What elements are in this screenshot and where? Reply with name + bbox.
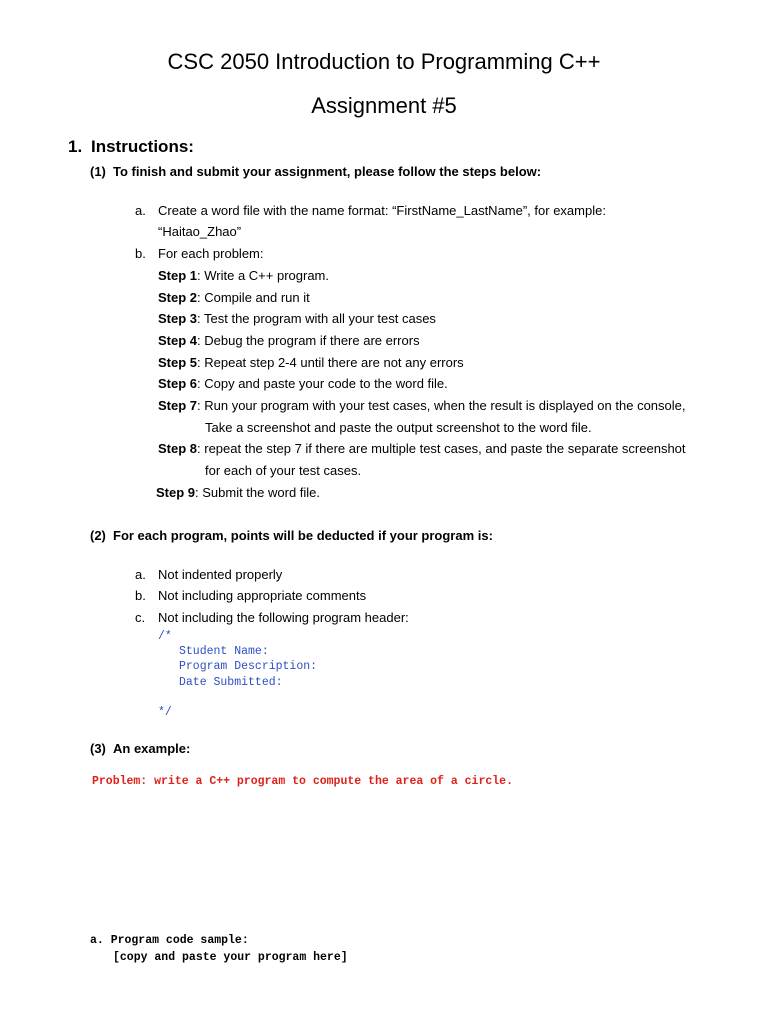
step-label: Step 7 [158, 398, 198, 413]
header-date-submitted: Date Submitted: [179, 676, 283, 689]
item-a-line1: Create a word file with the name format: “FirstName_LastName”, for example: [158, 203, 606, 218]
step-1 [158, 268, 329, 283]
deduction-b-label: b. [135, 588, 146, 603]
step-7 [158, 398, 686, 413]
step-text: : Test the program with all your test cases [197, 311, 436, 326]
part3-heading-text: An example: [113, 741, 191, 756]
step-text: : Run your program with your test cases, when the result is displayed on the console, [197, 398, 686, 413]
part3-heading [90, 741, 190, 756]
step-label: Step 6 [158, 376, 198, 391]
deduction-a-label: a. [135, 567, 146, 582]
step-text: : Copy and paste your code to the word file. [197, 376, 448, 391]
header-comment-close: */ [158, 706, 172, 719]
step-8-continuation: for each of your test cases. [205, 463, 362, 478]
step-2 [158, 290, 310, 305]
part3-number: (3) [90, 741, 106, 756]
step-label: Step 2 [158, 290, 198, 305]
step-5 [158, 355, 464, 370]
header-comment-open: /* [158, 630, 172, 643]
part2-heading [90, 528, 493, 543]
deduction-c-label: c. [135, 610, 146, 625]
item-b-text: For each problem: [158, 246, 264, 261]
step-label: Step 5 [158, 355, 198, 370]
deduction-a-text: Not indented properly [158, 567, 283, 582]
deduction-c-text: Not including the following program header: [158, 610, 409, 625]
step-7-continuation: Take a screenshot and paste the output screenshot to the word file. [205, 420, 592, 435]
section-number: 1. [68, 137, 83, 156]
step-9 [156, 485, 320, 500]
step-8 [158, 441, 686, 456]
step-label: Step 3 [158, 311, 198, 326]
item-a-line2: “Haitao_Zhao” [158, 224, 242, 239]
part2-number: (2) [90, 528, 106, 543]
header-program-description: Program Description: [179, 660, 318, 673]
code-placeholder: [copy and paste your program here] [113, 951, 348, 964]
part1-heading [90, 164, 541, 179]
header-student-name: Student Name: [179, 645, 269, 658]
section-heading-text: Instructions: [91, 137, 194, 156]
step-label: Step 4 [158, 333, 198, 348]
step-label: Step 1 [158, 268, 198, 283]
example-problem: Problem: write a C++ program to compute the area of a circle. [92, 775, 513, 788]
part2-heading-text: For each program, points will be deducted if your program is: [113, 528, 493, 543]
step-text: : Compile and run it [197, 290, 310, 305]
course-title: CSC 2050 Introduction to Programming C++ [167, 49, 601, 74]
step-text: : repeat the step 7 if there are multiple test cases, and paste the separate screenshot [197, 441, 686, 456]
step-text: : Submit the word file. [195, 485, 321, 500]
step-3 [158, 311, 436, 326]
part1-number: (1) [90, 164, 106, 179]
step-label: Step 9 [156, 485, 196, 500]
item-b-label: b. [135, 246, 146, 261]
step-text: : Debug the program if there are errors [197, 333, 420, 348]
deduction-b-text: Not including appropriate comments [158, 588, 367, 603]
code-sample-label: a. Program code sample: [90, 934, 249, 947]
step-text: : Write a C++ program. [197, 268, 329, 283]
item-a-label: a. [135, 203, 146, 218]
part1-heading-text: To finish and submit your assignment, please follow the steps below: [113, 164, 542, 179]
step-label: Step 8 [158, 441, 198, 456]
step-text: : Repeat step 2-4 until there are not any errors [197, 355, 464, 370]
assignment-title: Assignment #5 [311, 93, 457, 118]
step-4 [158, 333, 420, 348]
section-heading-instructions [68, 137, 194, 157]
step-6 [158, 376, 448, 391]
